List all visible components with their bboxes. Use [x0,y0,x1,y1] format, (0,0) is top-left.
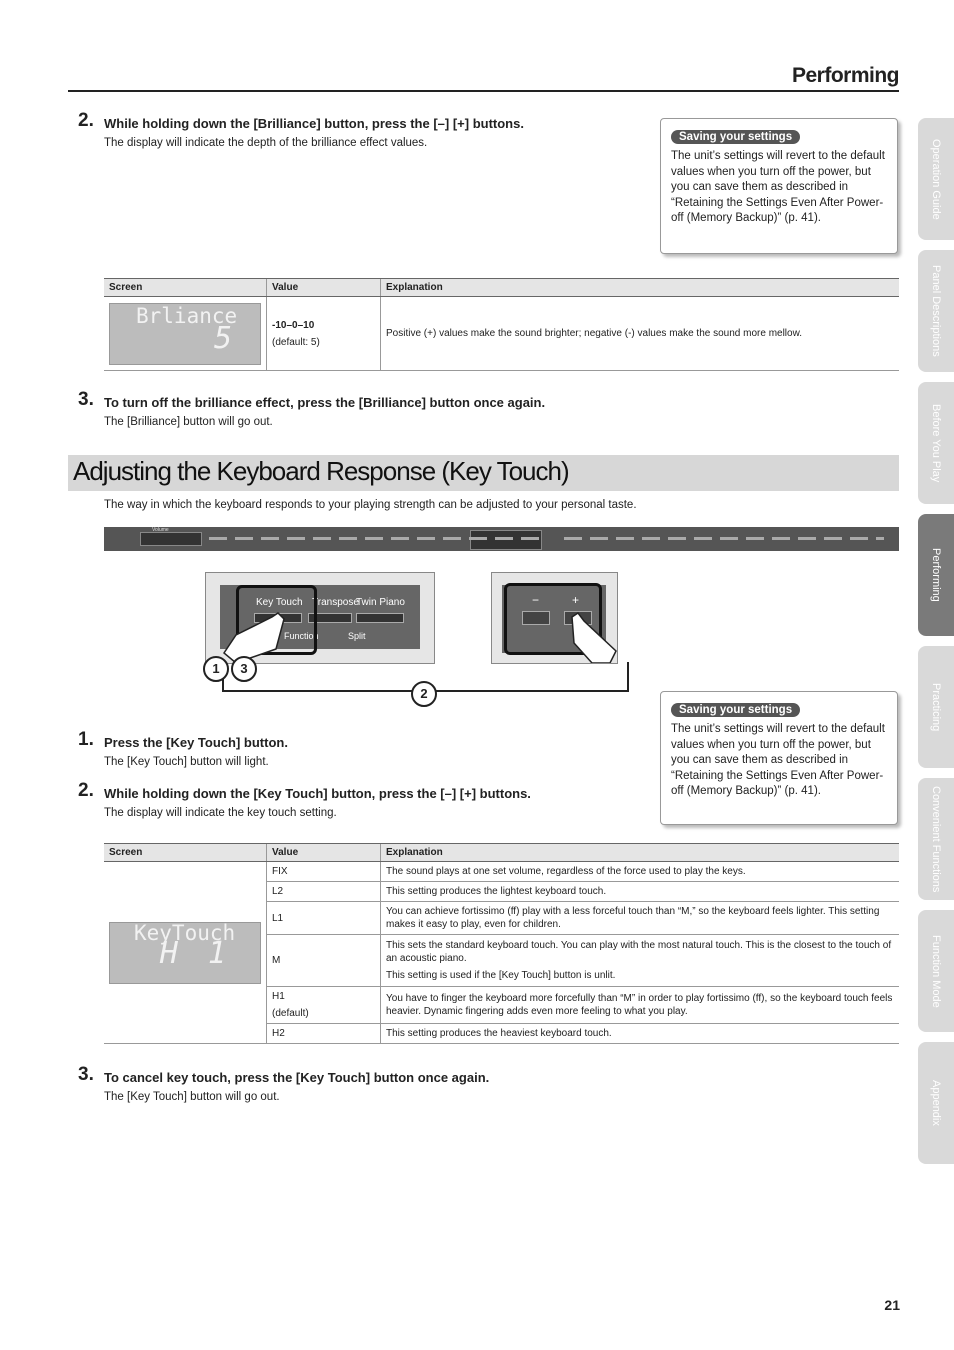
step-number: 1. [78,729,94,750]
step-text: While holding down the [Brilliance] button, press the [–] [+] buttons. [104,116,524,131]
lcd-display [109,922,261,984]
table-header: Screen [104,844,267,862]
value-cell: L1 [267,902,381,935]
tab-convenient-functions[interactable] [918,778,954,900]
step-number: 2. [78,780,94,801]
tab-appendix[interactable] [918,1042,954,1164]
tab-performing[interactable] [918,514,954,636]
explanation-cell: This setting produces the lightest keyboard touch. [381,882,900,902]
keytouch-table [104,843,899,1044]
value-cell [267,987,381,1024]
value-cell [267,297,381,371]
note-body: The unit’s settings will revert to the default values when you turn off the power, but you can save them as described in “Retaining the Settings Even After Power-off (Memory Backup)” (p. 41). [671,150,885,224]
value-cell: FIX [267,862,381,882]
screen-cell [104,297,267,371]
value-cell: L2 [267,882,381,902]
callout-2: 2 [411,681,437,707]
value-default: (default: 5) [272,336,320,348]
saving-settings-note [660,118,898,254]
panel-display [470,530,542,550]
header-rule [68,90,899,92]
step-subtext: The display will indicate the key touch setting. [104,807,337,819]
explanation-line: This setting is used if the [Key Touch] button is unlit. [386,970,616,981]
tab-label: Before You Play [930,403,942,483]
table-header: Value [267,844,381,862]
tab-function-mode[interactable] [918,910,954,1032]
table-row [104,862,899,882]
step-subtext: The display will indicate the depth of the brilliance effect values. [104,137,428,149]
zoom-box-keytouch [205,572,435,664]
step-text: To turn off the brilliance effect, press the [Brilliance] button once again. [104,395,546,410]
volume-slider [140,532,202,546]
step-subtext: The [Key Touch] button will go out. [104,1091,280,1103]
tab-label: Appendix [930,1080,942,1126]
explanation-cell: You can achieve fortissimo (ff) play with a less forceful touch than “M,” so the keyboard feels lighter. This setting makes it easy to play, even for children. [381,902,900,935]
lcd-line-2: H 1 [159,935,232,971]
tab-label: Function Mode [930,934,942,1008]
explanation-cell: Positive (+) values make the sound brighter; negative (-) values make the sound more mellow. [381,297,900,371]
table-header: Explanation [381,279,900,297]
tab-practicing[interactable] [918,646,954,768]
function-label: Function [284,631,319,641]
screen-cell [104,862,267,1044]
explanation-cell: The sound plays at one set volume, regardless of the force used to play the keys. [381,862,900,882]
explanation-line: This sets the standard keyboard touch. You can play with the most natural touch. This is the closest to the touch of an acoustic piano. [386,940,892,964]
step-text: To cancel key touch, press the [Key Touch] button once again. [104,1070,490,1085]
zoom-box-minus-plus [491,572,618,664]
lcd-display [109,303,261,365]
tab-label: Convenient Functions [930,785,942,893]
tab-operation-guide[interactable] [918,118,954,240]
tab-label: Performing [930,548,942,602]
note-body: The unit’s settings will revert to the default values when you turn off the power, but you can save them as described in “Retaining the Settings Even After Power-off (Memory Backup)” (p. 41). [671,723,885,797]
table-header: Explanation [381,844,900,862]
table-header: Value [267,279,381,297]
step-number: 3. [78,1064,94,1085]
saving-settings-note [660,691,898,825]
volume-label: Volume [152,527,169,533]
tab-label: Practicing [930,682,942,732]
tab-panel-descriptions[interactable] [918,250,954,372]
panel-buttons-row [209,537,539,540]
explanation-cell: This setting produces the heaviest keyboard touch. [381,1024,900,1044]
split-label: Split [348,631,366,641]
control-panel-strip [104,527,899,551]
step-subtext: The [Brilliance] button will go out. [104,416,273,428]
value-text: H1 [272,991,285,1002]
explanation-cell [381,935,900,987]
page-number: 21 [884,1297,900,1313]
lcd-line-1: KeyTouch [134,920,236,945]
section-intro: The way in which the keyboard responds to your playing strength can be adjusted to your personal taste. [104,499,637,511]
step-text: Press the [Key Touch] button. [104,735,288,750]
callout-1: 1 [203,656,229,682]
tab-label: Operation Guide [930,138,942,220]
value-cell: M [267,935,381,987]
step-subtext: The [Key Touch] button will light. [104,756,269,768]
page-header-title: Performing [791,64,899,87]
plus-label: + [572,593,580,607]
hand-pointer-icon [492,573,617,663]
twin-piano-label: Twin Piano [356,597,405,608]
key-touch-label: Key Touch [256,597,303,608]
value-cell: H2 [267,1024,381,1044]
brilliance-table [104,278,899,371]
callout-3: 3 [231,656,257,682]
value-default: (default) [272,1008,309,1019]
value-range: -10–0–10 [272,319,315,331]
tab-label: Panel Descriptions [930,265,942,357]
note-title: Saving your settings [671,703,800,717]
hand-pointer-icon [206,573,434,663]
note-title: Saving your settings [671,130,800,144]
explanation-cell: You have to finger the keyboard more forcefully than “M” in order to play fortissimo (ff), so the keyboard touch feels heavier. Dynamic fingering adds even more feeling to what you play. [381,987,900,1024]
tab-before-you-play[interactable] [918,382,954,504]
step-text: While holding down the [Key Touch] button, press the [–] [+] buttons. [104,786,531,801]
section-title: Adjusting the Keyboard Response (Key Touch) [73,456,569,486]
step-number: 2. [78,110,94,131]
lcd-line-1: Brliance [136,303,238,328]
minus-label: − [532,593,540,607]
transpose-label: Transpose [312,597,359,608]
step-number: 3. [78,389,94,410]
lcd-line-2: 5 [213,320,232,356]
table-header: Screen [104,279,267,297]
panel-buttons-row [564,537,884,540]
